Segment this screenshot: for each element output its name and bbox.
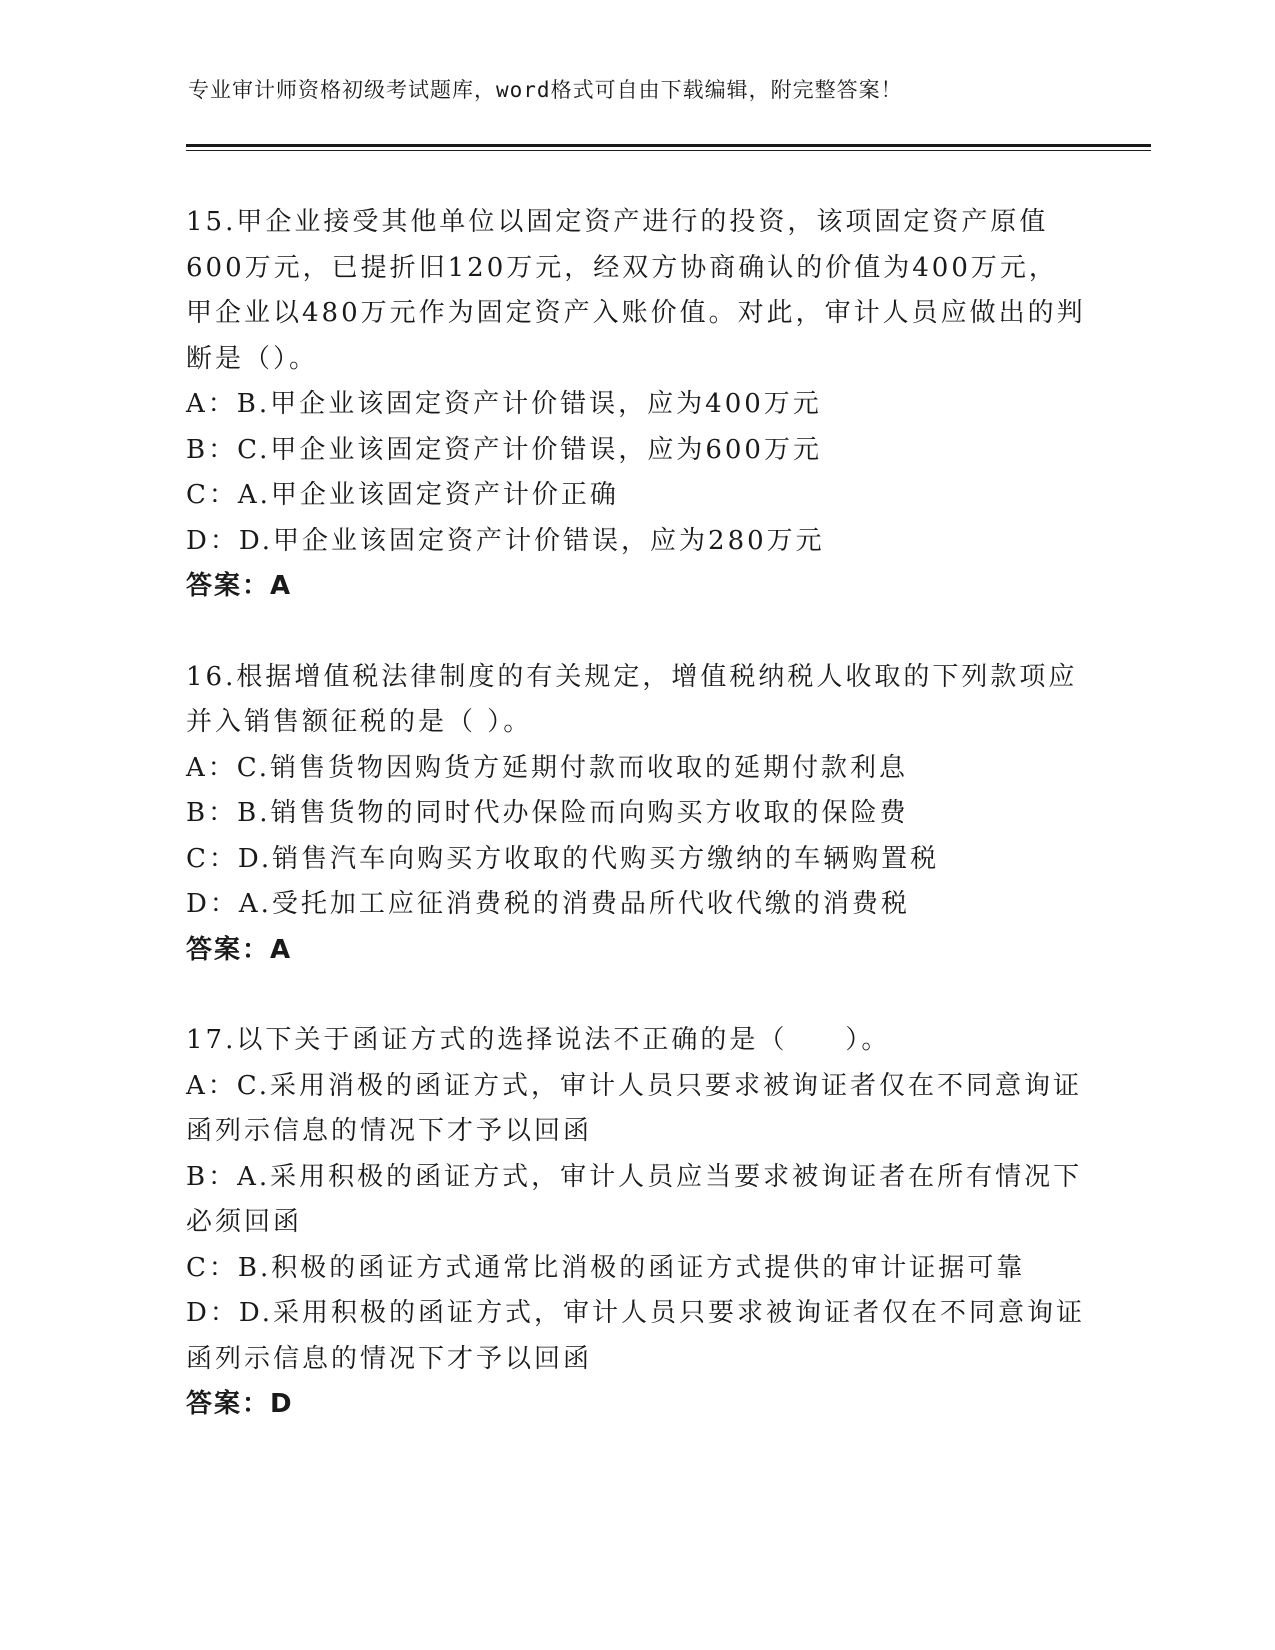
question-16	[186, 655, 1086, 974]
page-header: 专业审计师资格初级考试题库，word格式可自由下载编辑，附完整答案！	[188, 78, 903, 102]
option-b: B：A.采用积极的函证方式，审计人员应当要求被询证者在所有情况下必须回函	[186, 1161, 1083, 1237]
header-rule-thick	[186, 144, 1151, 147]
option-a: A：C.销售货物因购货方延期付款而收取的延期付款利息	[186, 752, 909, 783]
question-17	[186, 1018, 1086, 1428]
question-stem: 17.以下关于函证方式的选择说法不正确的是（ ）。	[186, 1025, 891, 1055]
answer-line: 答案：A	[186, 934, 293, 965]
question-stem: 16.根据增值税法律制度的有关规定，增值税纳税人收取的下列款项应并入销售额征税的是（ ）。	[186, 661, 1078, 737]
option-c: C：A.甲企业该固定资产计价正确	[186, 480, 619, 510]
answer-line: 答案：A	[186, 571, 293, 601]
question-15	[186, 200, 1086, 610]
option-d: D：A.受托加工应征消费税的消费品所代收代缴的消费税	[186, 889, 910, 919]
answer-line: 答案：D	[186, 1389, 294, 1419]
option-b: B：B.销售货物的同时代办保险而向购买方收取的保险费	[186, 798, 909, 828]
header-rule-thin	[186, 150, 1151, 151]
option-d: D：D.采用积极的函证方式，审计人员只要求被询证者仅在不同意询证函列示信息的情况下才予以回函	[186, 1298, 1086, 1374]
option-c: C：D.销售汽车向购买方收取的代购买方缴纳的车辆购置税	[186, 843, 940, 874]
option-a: A：B.甲企业该固定资产计价错误，应为400万元	[186, 389, 822, 419]
option-c: C：B.积极的函证方式通常比消极的函证方式提供的审计证据可靠	[186, 1252, 1026, 1283]
option-a: A：C.采用消极的函证方式，审计人员只要求被询证者仅在不同意询证函列示信息的情况下才予以回函	[186, 1070, 1083, 1146]
option-d: D：D.甲企业该固定资产计价错误，应为280万元	[186, 525, 825, 556]
option-b: B：C.甲企业该固定资产计价错误，应为600万元	[186, 434, 822, 465]
question-list	[186, 200, 1086, 1473]
question-stem: 15.甲企业接受其他单位以固定资产进行的投资，该项固定资产原值600万元，已提折旧120万元，经双方协商确认的价值为400万元，甲企业以480万元作为固定资产入账价值。对此，审计人员应做出的判断是（）。	[186, 207, 1086, 374]
